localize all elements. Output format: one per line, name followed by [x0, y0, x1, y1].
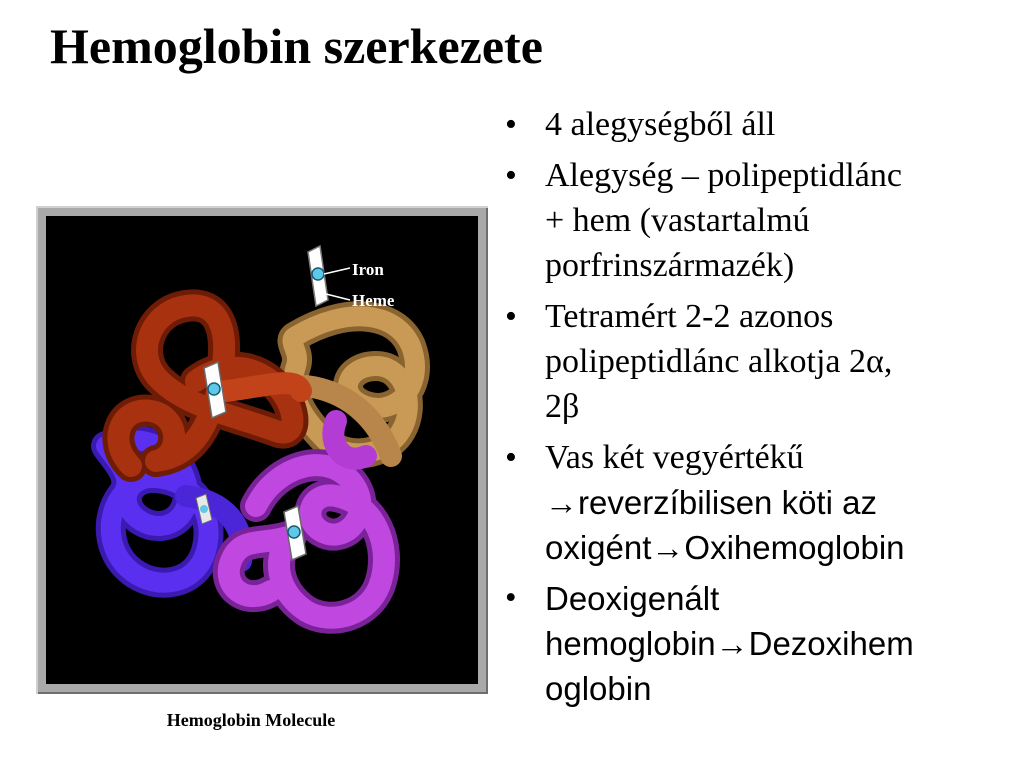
- bullet-item: [505, 294, 1005, 429]
- bullet-item: [505, 576, 1005, 711]
- bullet-line: • 4 alegységből áll: [545, 106, 776, 143]
- heme-legend-icon: [308, 246, 350, 306]
- bullet-line: hemoglobin→Dezoxihem: [545, 625, 914, 662]
- bullet-item: [505, 435, 1005, 570]
- hemoglobin-figure: [36, 206, 488, 694]
- molecule-viewport: [46, 216, 478, 684]
- hemoglobin-molecule-graphic: [46, 216, 478, 684]
- subunit-violet: [229, 421, 384, 618]
- figure-caption: Hemoglobin Molecule: [166, 710, 336, 730]
- iron-label: Iron: [352, 260, 384, 279]
- bullet-line: • Vas két vegyértékű: [545, 439, 804, 476]
- bullet-line: + hem (vastartalmú: [545, 202, 810, 239]
- bullet-line: polipeptidlánc alkotja 2α,: [545, 343, 893, 380]
- bullet-line: 2β: [545, 388, 580, 425]
- bullet-item: [505, 153, 1005, 288]
- bullet-line: • Tetramért 2-2 azonos: [545, 298, 834, 335]
- bullet-line: • Deoxigenált: [545, 580, 720, 617]
- bullet-line: oglobin: [545, 670, 652, 707]
- bullet-line: →reverzíbilisen köti az: [545, 484, 877, 521]
- slide-title: Hemoglobin szerkezete: [50, 18, 543, 74]
- bullet-line: porfrinszármazék): [545, 247, 795, 284]
- bullet-list: [505, 102, 1005, 717]
- heme-label: Heme: [352, 291, 395, 310]
- bullet-line: • Alegység – polipeptidlánc: [545, 157, 902, 194]
- bullet-line: oxigént→Oxihemoglobin: [545, 529, 905, 566]
- bullet-item: [505, 102, 1005, 147]
